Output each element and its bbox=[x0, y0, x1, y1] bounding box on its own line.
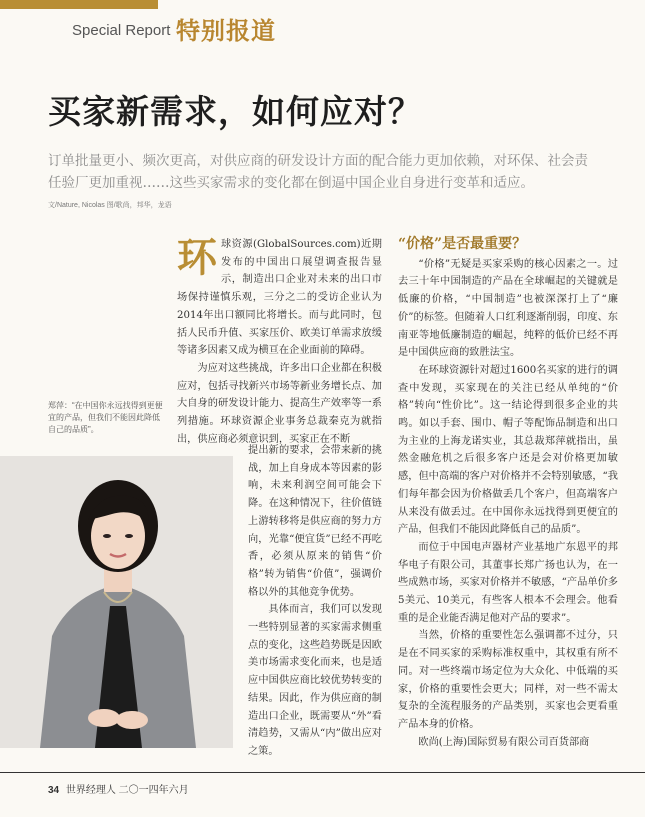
portrait-illustration bbox=[0, 456, 233, 748]
paragraph-price-factor: “价格”无疑是买家采购的核心因素之一。过去三十年中国制造的产品在全球崛起的关键就是低廉的价格，“中国制造”也被深深打上了“廉价”的标签。但随着人口红利逐渐削弱，印度、东南亚等地低廉制造的崛起，纯粹的低价已经不再是中国供应商的致胜法宝。 bbox=[398, 258, 618, 359]
article-title: 买家新需求，如何应对？ bbox=[48, 92, 422, 131]
paragraph-survey: 在环球资源针对超过1600名买家的进行的调查中发现，买家现在的关注已经从单纯的“价格”转向“性价比”。这一结论得到很多企业的共鸣。如以手套、围巾、帽子等配饰品制造和出口为主业的上海龙诺实业，其总裁郑萍就指出，虽然金融危机之后很多客户还是会对价格更加敏感，但中高端的客户对价格并不会特别敏感，“我们每年都会因为价格做丢几个客户，但高端客户从来没有做丢过。在中国你永远找得到更便宜的产品，但我们不能因此降低自己的品质”。 bbox=[398, 364, 618, 536]
header-accent-rule bbox=[0, 0, 158, 9]
article-byline: 文/Nature, Nicolas 图/歌尚，邦华，龙语 bbox=[48, 202, 172, 209]
footer-rule bbox=[0, 772, 645, 773]
paragraph-challenges: 为应对这些挑战，许多出口企业都在积极应对，包括寻找新兴市场等新业务增长点、加大自身的研发设计能力、提高生产效率等一系列措施。环球资源企业事务总裁秦克为就指出，供应商必须意识到，买家正在不断 bbox=[177, 362, 382, 445]
drop-cap: 环 bbox=[177, 234, 217, 281]
page-number: 34 bbox=[48, 785, 60, 796]
body-column-right bbox=[398, 236, 618, 751]
paragraph-trends: 具体而言，我们可以发现一些特别显著的买家需求侧重点的变化，这些趋势既是因欧美市场需求变化而来，也是适应中国供应商比较优势转变的结果。因此，作为供应商的制造出口企业，既需要从“外”看清趋势，又需从“内”做出应对之策。 bbox=[248, 604, 382, 757]
paragraph-intro: 球资源(GlobalSources.com)近期发布的中国出口展望调查报告显示，制造出口企业对未来的出口市场保持谨慎乐观，三分之二的受访企业认为2014年出口额同比将增长。而与此同时，包括人民币升值、买家压价、欧美订单需求放缓等诸多因素又成为横亘在企业面前的障碍。 bbox=[177, 239, 382, 357]
paragraph-price-weight: 当然，价格的重要性怎么强调都不过分，只是在不同买家的采购标准权重中，其权重有所不同。对一些终端市场定位为大众化、中低端的买家，价格的重要性会更大；同样，对一些不需太复杂的全流程服务的产品类别，买家也会更看重产品本身的价格。 bbox=[398, 630, 618, 730]
paragraph-auchan: 欧尚(上海)国际贸易有限公司百货部商 bbox=[418, 736, 590, 748]
paragraph-value-shift: 提出新的要求，会带来新的挑战，加上自身成本等因素的影响，未来利润空间可能会下降。在这种情况下，往价值链上游转移将是供应商的努力方向，光靠“便宜货”已经不再吃香，必须从原来的销售“价格”转为销售“价值”，强调价格以外的其他竞争优势。 bbox=[248, 445, 382, 598]
body-column-left bbox=[177, 236, 382, 448]
paragraph-banghua: 而位于中国电声器材产业基地广东恩平的邦华电子有限公司，其董事长郑广扬也认为，在一些成熟市场，买家对价格并不敏感，“产品单价多5美元、10美元，有些客人根本不会理会。他看重的是企业能否满足他对产品的要求”。 bbox=[398, 541, 618, 624]
section-label-en: Special Report bbox=[72, 22, 171, 39]
section-label-zh: 特别报道 bbox=[176, 16, 276, 45]
body-column-left-lower bbox=[248, 442, 382, 761]
publication-name: 世界经理人 二〇一四年六月 bbox=[65, 785, 189, 796]
page-footer bbox=[48, 781, 189, 796]
article-dek: 订单批量更小、频次更高，对供应商的研发设计方面的配合能力更加依赖，对环保、社会责任验厂更加重视……这些买家需求的变化都在倒逼中国企业自身进行变革和适应。 bbox=[48, 153, 588, 191]
portrait-photo bbox=[0, 456, 233, 748]
photo-caption: 郑萍：“在中国你永远找得到更便宜的产品，但我们不能因此降低自己的品质”。 bbox=[48, 401, 163, 434]
section-subhead: “价格”是否最重要？ bbox=[398, 236, 527, 252]
